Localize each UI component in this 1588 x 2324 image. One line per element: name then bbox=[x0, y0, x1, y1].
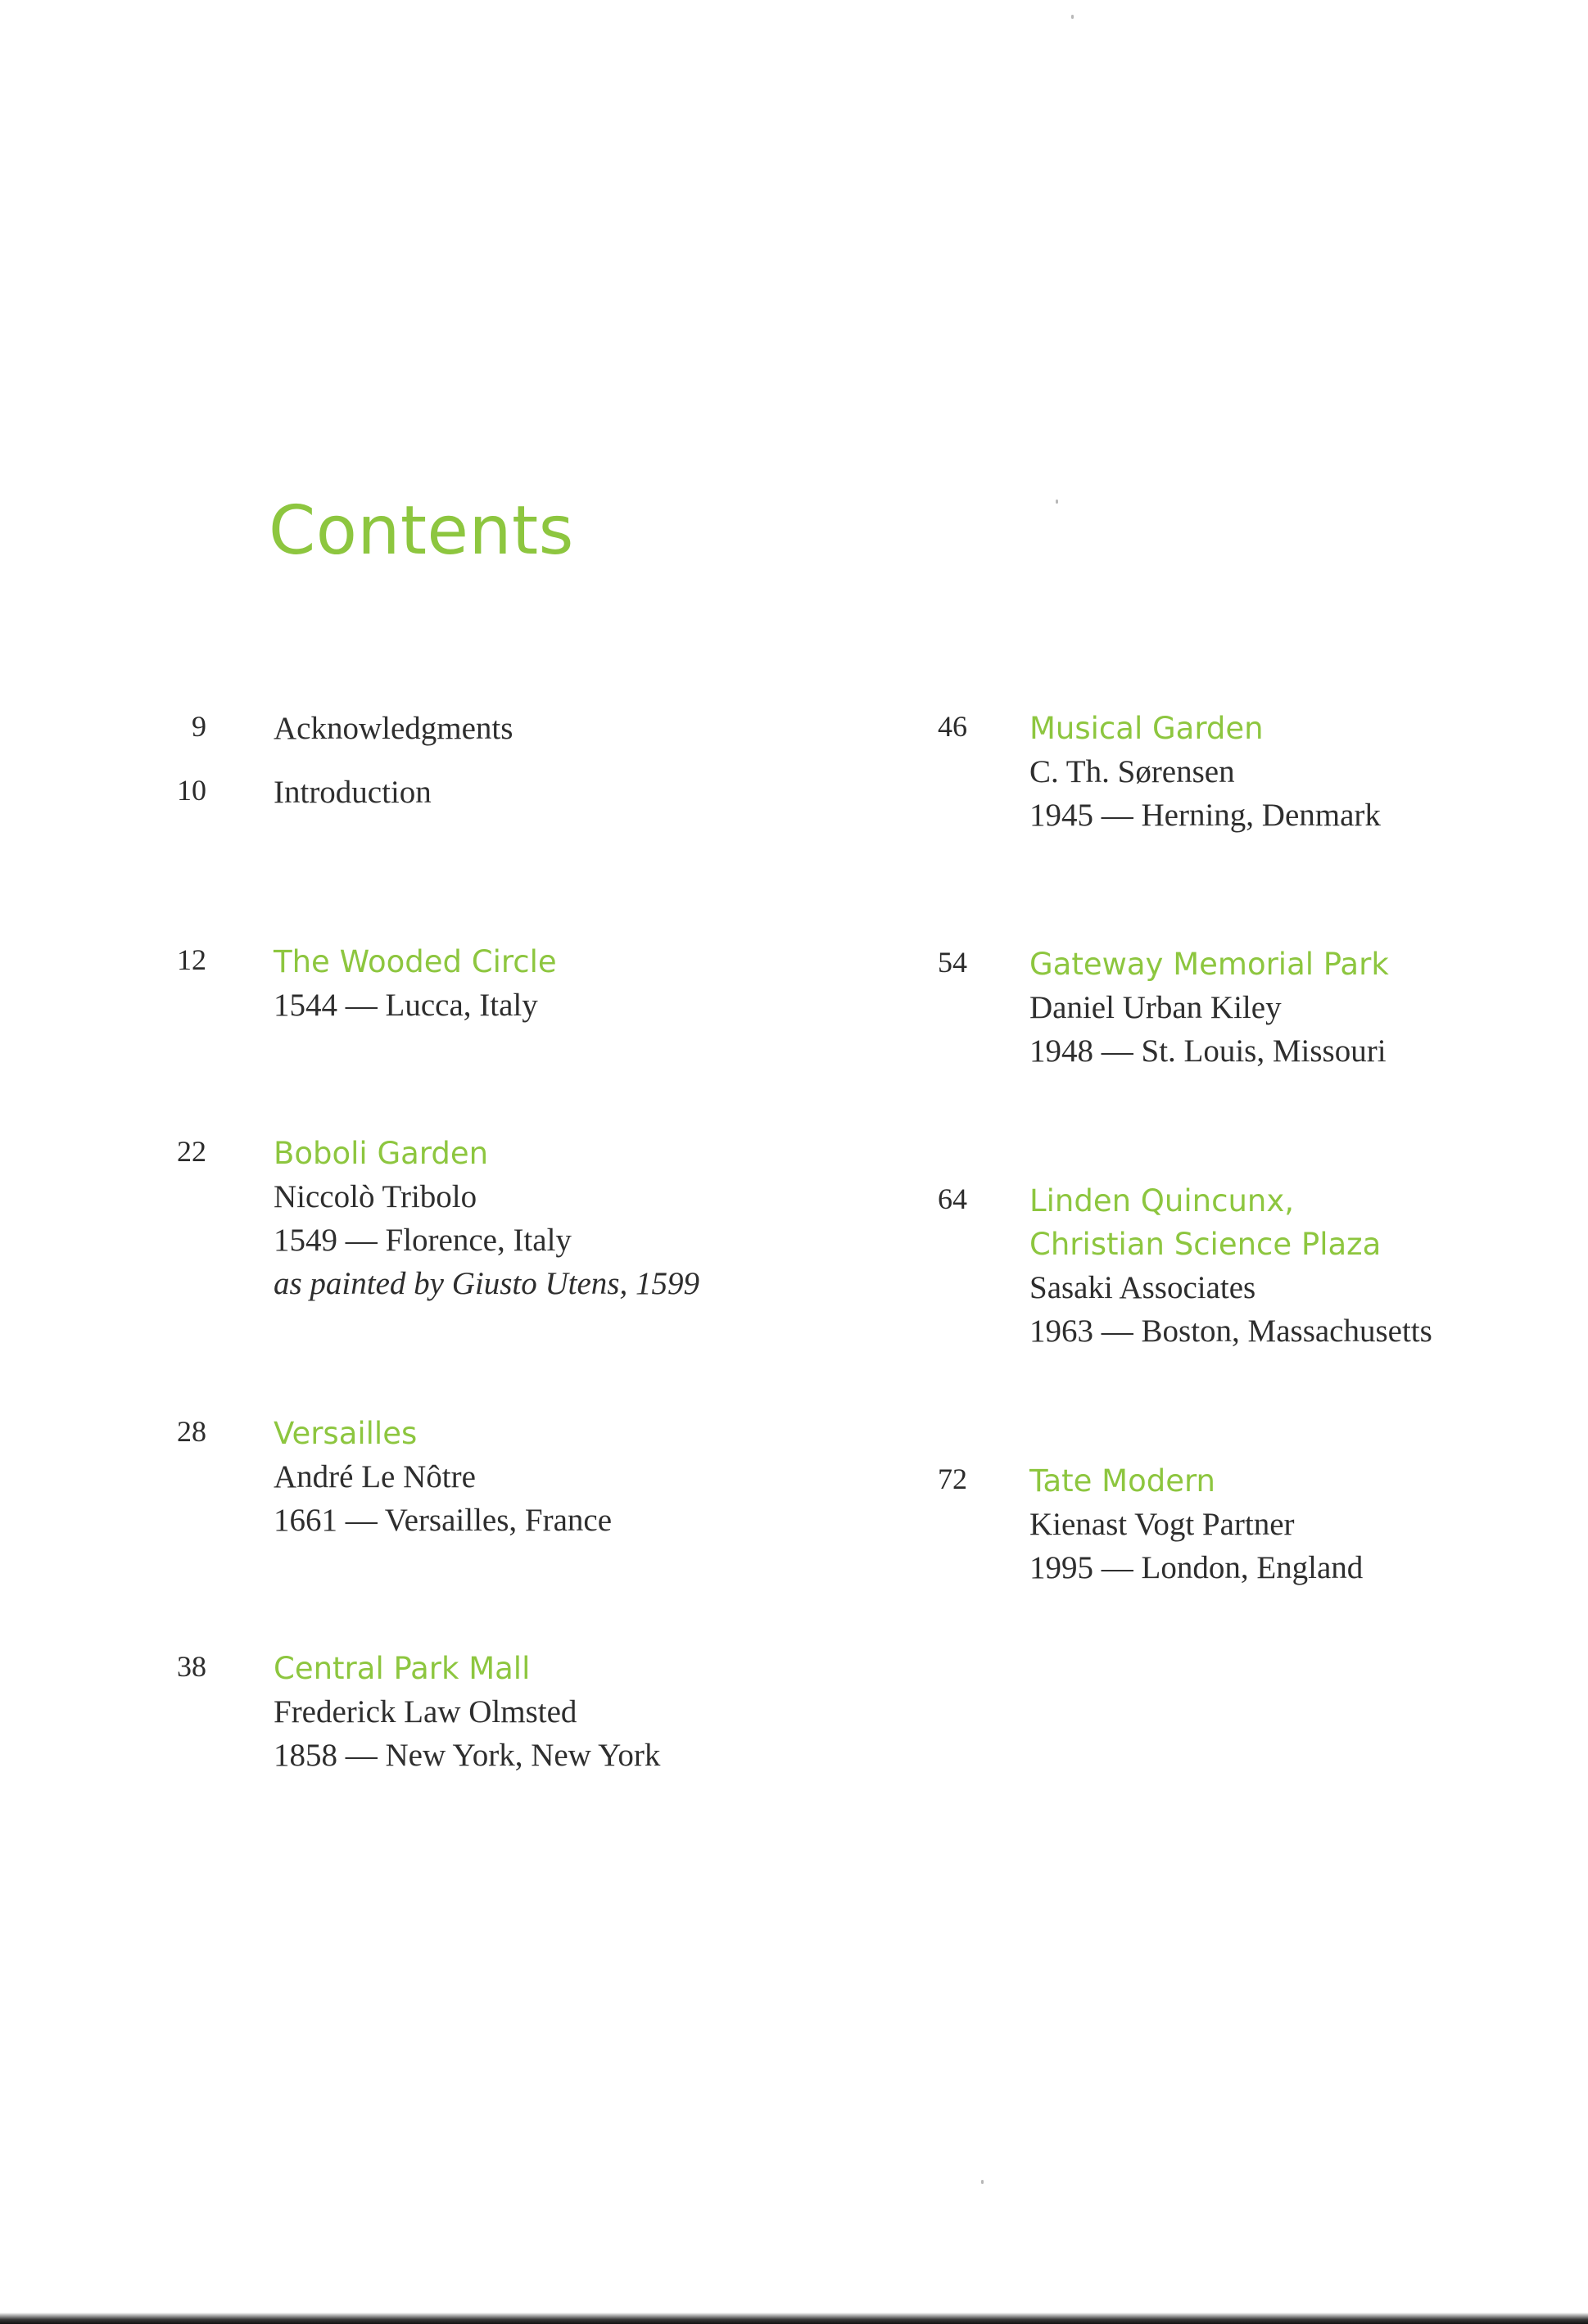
entry-date-location: 1858 — New York, New York bbox=[274, 1738, 661, 1773]
paper-speck bbox=[1056, 500, 1058, 504]
entry-date-location: 1995 — London, England bbox=[1029, 1550, 1364, 1585]
entry-designer: Niccolò Tribolo bbox=[274, 1179, 477, 1214]
page-number: 12 bbox=[177, 943, 206, 976]
entry-label: Acknowledgments bbox=[274, 711, 513, 746]
entry-label: Introduction bbox=[274, 775, 432, 810]
entry-title: Tate Modern bbox=[1029, 1463, 1216, 1499]
scan-bottom-edge bbox=[0, 2313, 1588, 2324]
entry-designer: Kienast Vogt Partner bbox=[1029, 1507, 1295, 1542]
entry-title-continued: Christian Science Plaza bbox=[1029, 1227, 1382, 1262]
entry-title: The Wooded Circle bbox=[274, 944, 557, 979]
entry-date-location: 1544 — Lucca, Italy bbox=[274, 988, 538, 1023]
page-number: 64 bbox=[938, 1182, 967, 1215]
page-number: 72 bbox=[938, 1463, 967, 1495]
entry-title: Linden Quincunx, bbox=[1029, 1183, 1295, 1219]
paper-speck bbox=[1071, 15, 1074, 19]
entry-designer: Sasaki Associates bbox=[1029, 1270, 1256, 1305]
entry-title: Versailles bbox=[274, 1416, 418, 1451]
entry-date-location: 1945 — Herning, Denmark bbox=[1029, 798, 1381, 833]
entry-note: as painted by Giusto Utens, 1599 bbox=[274, 1266, 699, 1301]
entry-designer: C. Th. Sørensen bbox=[1029, 754, 1235, 789]
entry-title: Central Park Mall bbox=[274, 1651, 531, 1686]
entry-designer: Frederick Law Olmsted bbox=[274, 1694, 577, 1729]
page-number: 54 bbox=[938, 946, 967, 979]
entry-title: Gateway Memorial Park bbox=[1029, 947, 1389, 982]
paper-speck bbox=[981, 2180, 984, 2184]
page-number: 9 bbox=[192, 710, 206, 743]
page-number: 28 bbox=[177, 1415, 206, 1448]
page-number: 22 bbox=[177, 1135, 206, 1168]
page-number: 38 bbox=[177, 1650, 206, 1683]
entry-date-location: 1549 — Florence, Italy bbox=[274, 1223, 572, 1258]
entry-title: Boboli Garden bbox=[274, 1136, 489, 1171]
entry-date-location: 1948 — St. Louis, Missouri bbox=[1029, 1033, 1387, 1069]
entry-date-location: 1963 — Boston, Massachusetts bbox=[1029, 1313, 1432, 1349]
page-title: Contents bbox=[269, 492, 574, 570]
entry-designer: Daniel Urban Kiley bbox=[1029, 990, 1282, 1025]
entry-designer: André Le Nôtre bbox=[274, 1459, 476, 1494]
entry-date-location: 1661 — Versailles, France bbox=[274, 1503, 613, 1538]
entry-title: Musical Garden bbox=[1029, 711, 1264, 746]
page-number: 46 bbox=[938, 710, 967, 743]
page-number: 10 bbox=[177, 774, 206, 807]
